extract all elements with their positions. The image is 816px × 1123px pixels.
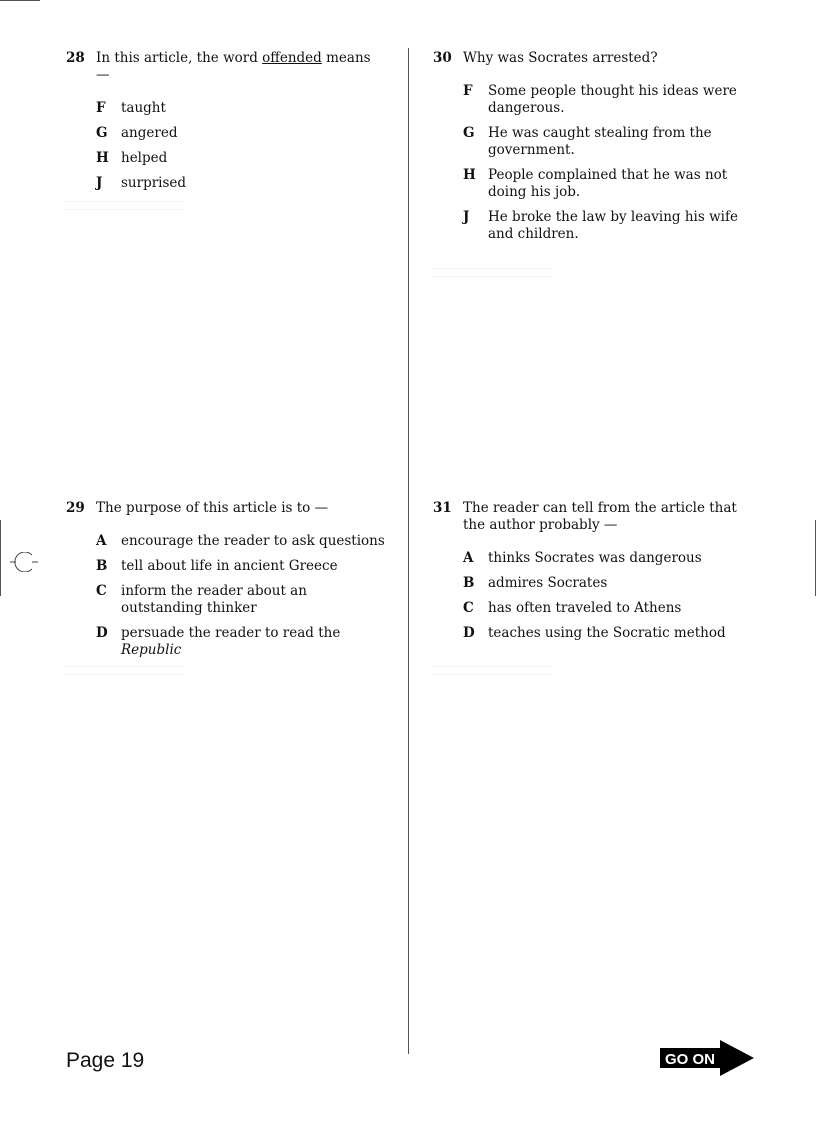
- stem-text-end: means —: [96, 50, 371, 83]
- question-stem: The reader can tell from the article that the author probably —: [463, 500, 737, 533]
- left-edge-line: [0, 520, 1, 596]
- option-J[interactable]: [96, 175, 386, 192]
- option-A[interactable]: [96, 533, 386, 550]
- option-letter: H: [463, 167, 476, 183]
- option-text: angered: [121, 125, 178, 141]
- question-29: [66, 500, 386, 667]
- option-text: teaches using the Socratic method: [488, 625, 726, 641]
- question-number: 30: [433, 50, 452, 66]
- option-J[interactable]: [463, 209, 753, 243]
- answer-options: [66, 533, 386, 659]
- option-letter: A: [96, 533, 107, 549]
- question-stem: [96, 50, 386, 84]
- option-C[interactable]: [463, 600, 753, 617]
- option-G[interactable]: [463, 125, 753, 159]
- option-H[interactable]: [96, 150, 386, 167]
- go-on-label: GO ON: [665, 1051, 716, 1068]
- option-letter: G: [96, 125, 108, 141]
- option-letter: D: [96, 625, 108, 641]
- option-G[interactable]: [96, 125, 386, 142]
- page-number: Page 19: [66, 1049, 145, 1072]
- faint-print-mark: [433, 268, 551, 277]
- question-31: [433, 500, 753, 650]
- registration-mark-icon: [6, 552, 40, 572]
- option-B[interactable]: [463, 575, 753, 592]
- underlined-word: offended: [262, 50, 322, 66]
- option-letter: A: [463, 550, 474, 566]
- option-text: has often traveled to Athens: [488, 600, 682, 616]
- option-text: admires Socrates: [488, 575, 608, 591]
- answer-options: [433, 550, 753, 642]
- faint-print-mark: [66, 201, 184, 210]
- question-number: 28: [66, 50, 85, 66]
- option-D[interactable]: [96, 625, 386, 659]
- crop-mark: [0, 0, 40, 1]
- option-B[interactable]: [96, 558, 386, 575]
- option-text: People complained that he was not doing his job.: [488, 167, 728, 200]
- question-number: 29: [66, 500, 85, 516]
- option-letter: C: [463, 600, 474, 616]
- answer-options: [66, 100, 386, 192]
- question-number: 31: [433, 500, 452, 516]
- option-text: [121, 625, 386, 659]
- option-text: tell about life in ancient Greece: [121, 558, 338, 574]
- option-letter: F: [463, 83, 473, 99]
- option-letter: C: [96, 583, 107, 599]
- option-F[interactable]: [96, 100, 386, 117]
- option-text: helped: [121, 150, 168, 166]
- option-text: surprised: [121, 175, 187, 191]
- option-H[interactable]: [463, 167, 753, 201]
- faint-print-mark: [66, 666, 184, 675]
- option-letter: F: [96, 100, 106, 116]
- option-A[interactable]: [463, 550, 753, 567]
- stem-text: In this article, the word: [96, 50, 263, 66]
- question-stem: The purpose of this article is to —: [96, 500, 329, 516]
- option-letter: J: [96, 175, 103, 191]
- option-text-lead: persuade the reader to read the: [121, 625, 341, 641]
- question-30: [433, 50, 753, 251]
- option-letter: B: [463, 575, 475, 591]
- go-on-button[interactable]: [660, 1040, 754, 1076]
- column-divider: [408, 48, 409, 1054]
- option-letter: H: [96, 150, 109, 166]
- option-D[interactable]: [463, 625, 753, 642]
- option-letter: D: [463, 625, 475, 641]
- option-text: encourage the reader to ask questions: [121, 533, 385, 549]
- faint-print-mark: [433, 666, 551, 675]
- option-C[interactable]: [96, 583, 386, 617]
- option-letter: G: [463, 125, 475, 141]
- book-title: Republic: [121, 642, 182, 658]
- option-text: taught: [121, 100, 166, 116]
- option-text: He was caught stealing from the government.: [488, 125, 712, 158]
- option-text: inform the reader about an outstanding thinker: [121, 583, 307, 616]
- option-F[interactable]: [463, 83, 753, 117]
- option-letter: B: [96, 558, 108, 574]
- option-text: thinks Socrates was dangerous: [488, 550, 702, 566]
- question-28: [66, 50, 386, 200]
- answer-options: [433, 83, 753, 243]
- option-text: Some people thought his ideas were dangerous.: [488, 83, 737, 116]
- option-text: He broke the law by leaving his wife and children.: [488, 209, 738, 242]
- question-stem: Why was Socrates arrested?: [463, 50, 658, 66]
- option-letter: J: [463, 209, 470, 225]
